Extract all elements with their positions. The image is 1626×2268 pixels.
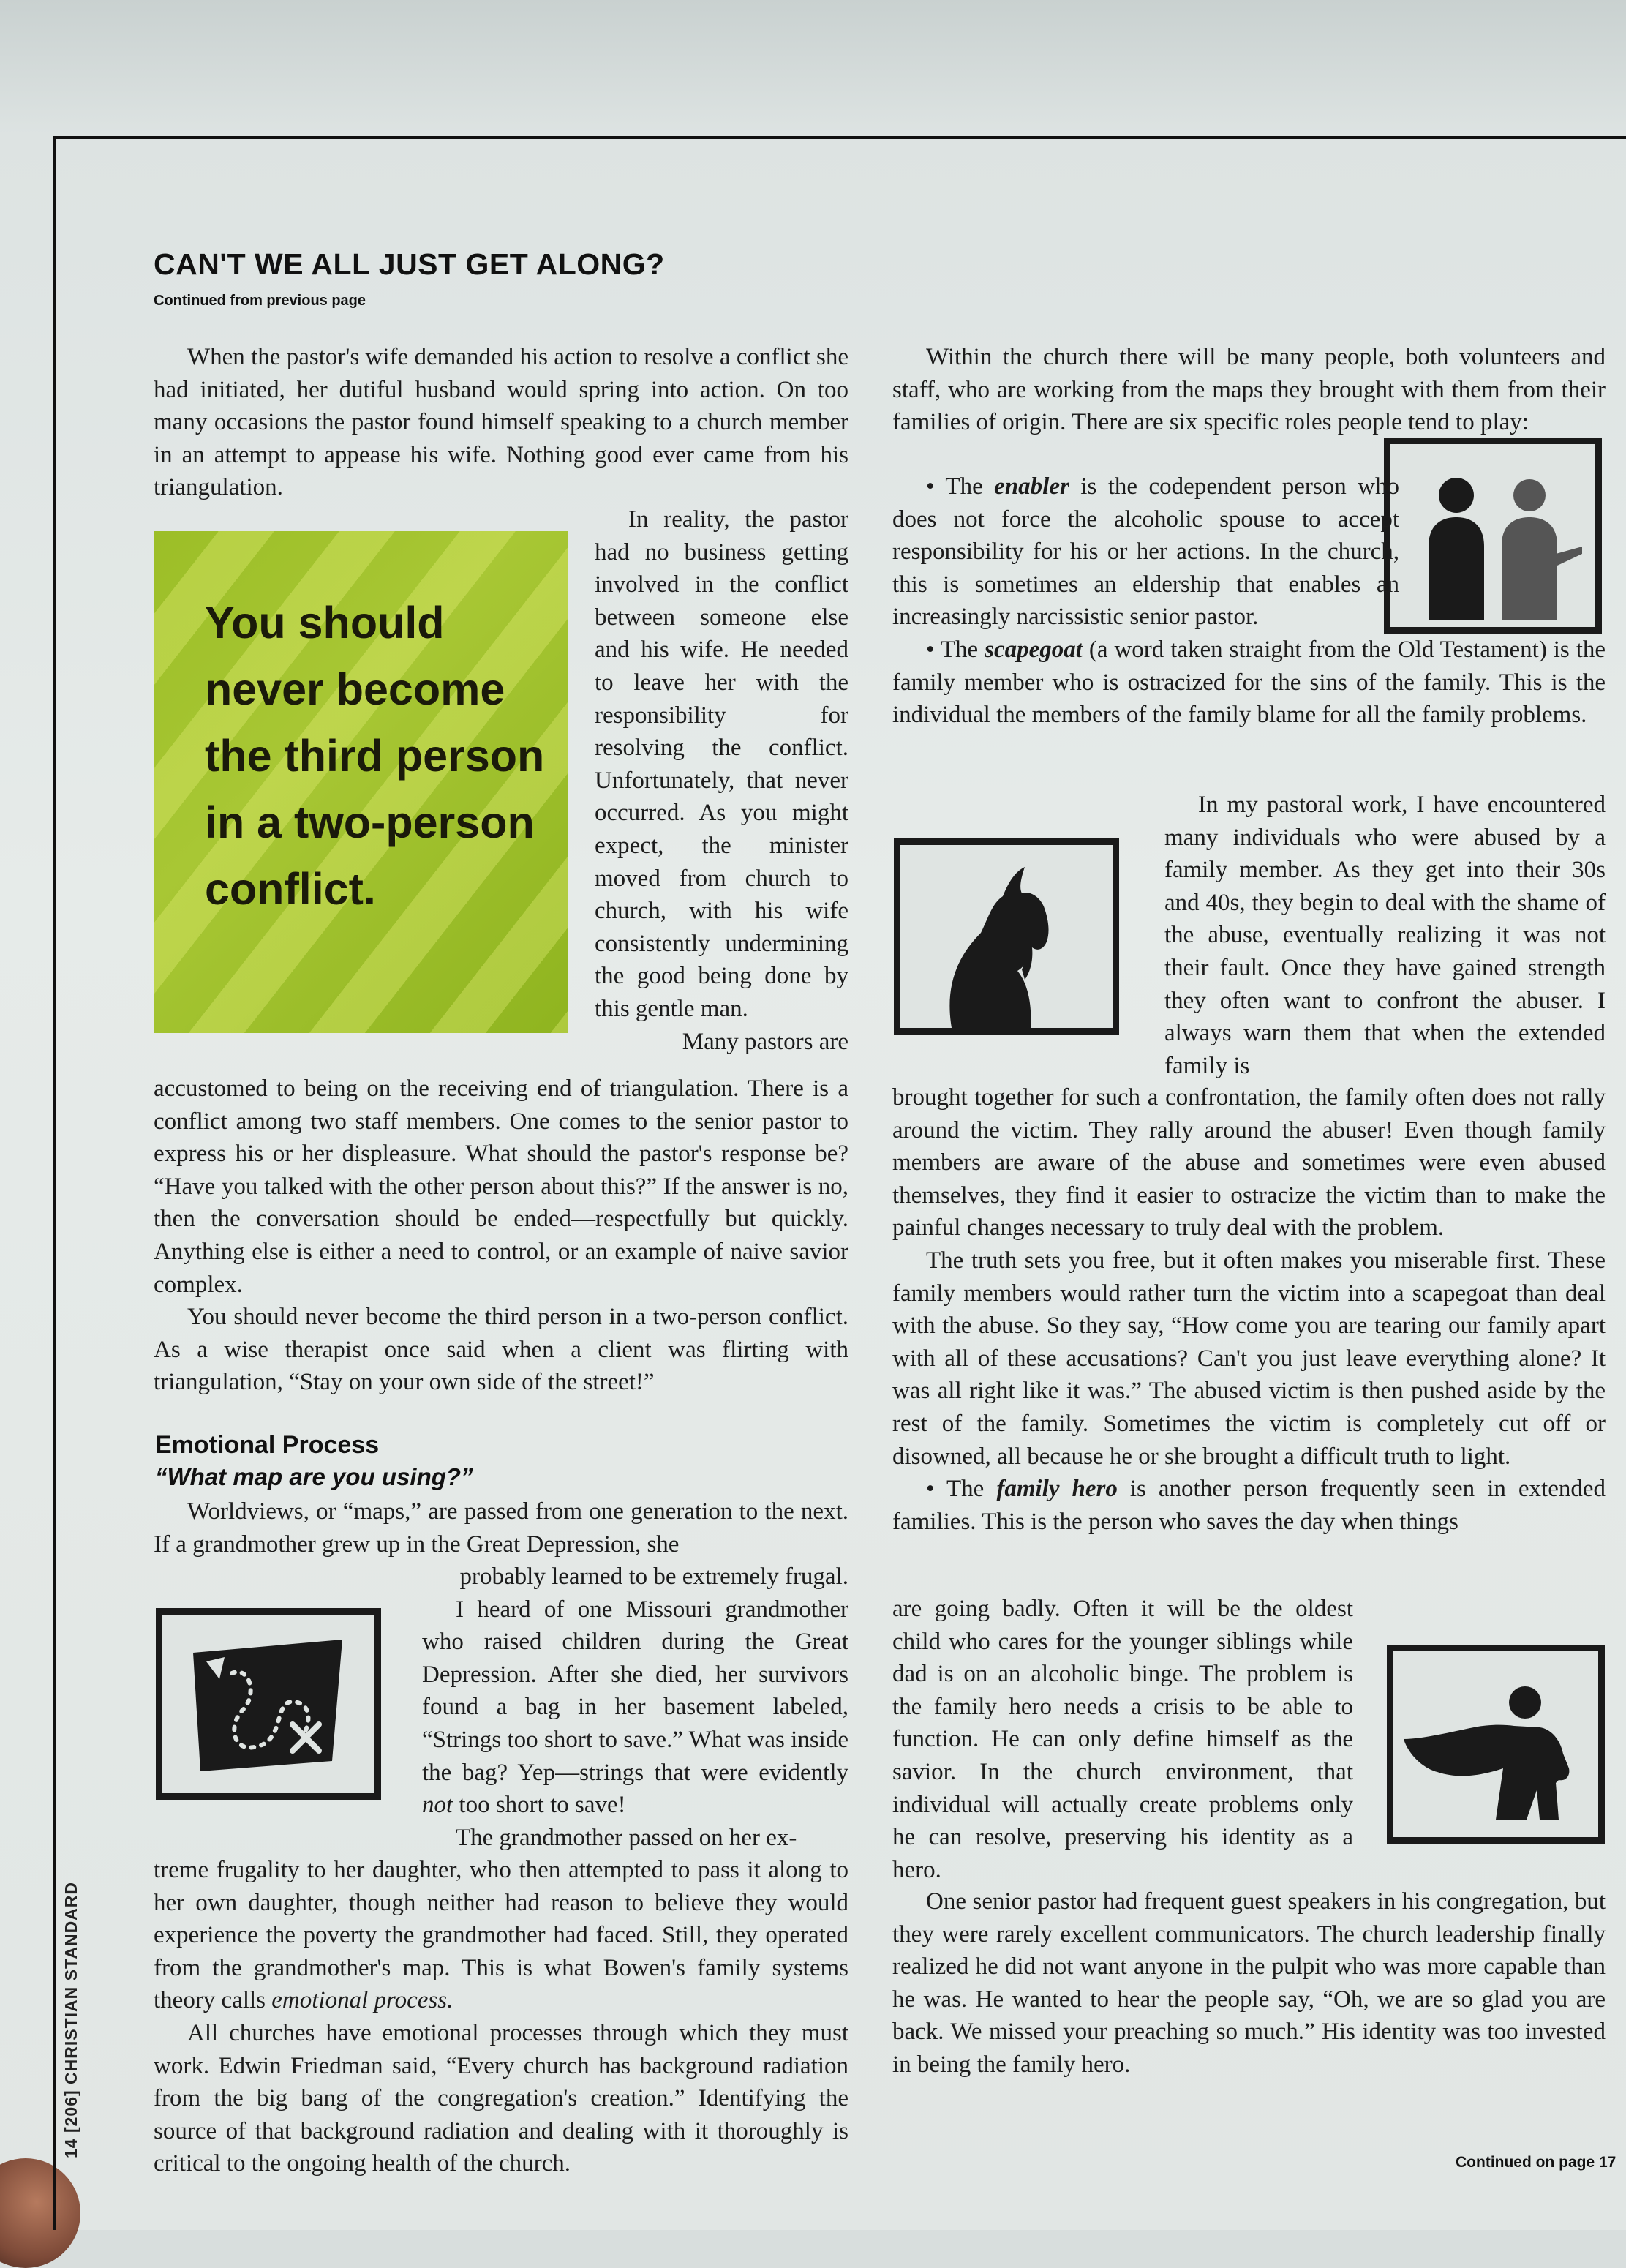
list-item-enabler	[892, 470, 1399, 634]
paragraph-end: probably learned to be extremely frugal.	[459, 1563, 848, 1590]
paragraph-text: is the codependent person who does not force the alcoholic spouse to accept responsibility for his or her actions. In the church, this is sometimes an eldership that enables an increasingly narcissistic senior pastor.	[892, 473, 1399, 631]
paragraph: In reality, the pastor had no business getting involved in the conflict between someone else and his wife. He needed to leave her with the responsibility for resolving the conflict. Unfortunately, that never occurred. As you might expect, the minister moved from church to church, with his wife consistently undermining the good being done by this gentle man.	[595, 506, 848, 1022]
continued-from-label: Continued from previous page	[154, 293, 366, 309]
paragraph-start: The grandmother passed on her ex-	[456, 1824, 797, 1851]
paragraph: are going badly. Often it will be the oldest child who cares for the younger siblings while dad is on an alcoholic binge. The problem is the family hero needs a crisis to be able to function. He can only define himself as the savior. In the church environment, that individual will actually create problems only he can resolve, preserving his identity as a hero.	[892, 1596, 1353, 1883]
section-heading: Emotional Process	[155, 1431, 380, 1459]
paragraph: brought together for such a confrontation, the family often does not rally around the victim. They rally around the abuser! Even though family members are aware of the abuse and sometimes were even abused themselves, they find it easier to ostracize the victim than to make the painful changes necessary to truly deal with the problem.	[892, 1084, 1606, 1242]
paragraph: One senior pastor had frequent guest speakers in his congregation, but they were rarely excellent communicators. The church leadership finally realized he did not want anyone in the pulpit who was more capable than he was. He wanted to hear the people say, “Oh, we are so glad you are back. We missed your preaching so much.” His identity was too invested in being the family hero.	[892, 1888, 1606, 2078]
scapegoat-icon-frame	[894, 838, 1119, 1035]
treasure-map-icon	[162, 1615, 374, 1793]
left-border-rule	[53, 136, 56, 2230]
right-column-hero-wrap	[892, 1593, 1353, 1886]
continued-to-label: Continued on page 17	[1456, 2154, 1616, 2171]
right-column-intro	[892, 341, 1606, 439]
hero-icon-frame	[1387, 1645, 1605, 1844]
paragraph-start: Many pastors are	[682, 1028, 848, 1055]
term-family-hero: family hero	[996, 1476, 1118, 1503]
term-scapegoat: scapegoat	[985, 636, 1083, 663]
paragraph-text: treme frugality to her daughter, who then attempted to pass it along to her own daughter, though neither had reason to believe they would experience the poverty the grandmother had faced. Still, they operated from the grandmother's map. This is what Bowen's family systems theory calls	[154, 1857, 848, 2014]
article-title: CAN'T WE ALL JUST GET ALONG?	[154, 247, 665, 281]
paragraph-text: too short to save!	[459, 1792, 626, 1819]
top-border-rule	[53, 136, 1626, 139]
section-subheading: “What map are you using?”	[155, 1463, 473, 1490]
emphasis: emotional process.	[271, 1987, 453, 2014]
left-column-bottom	[154, 1854, 848, 2180]
paragraph-text: I heard of one Missouri grandmother who raised children during the Great Depression. After she died, her survivors found a bag in her basement labeled, “Strings too short to save.” What was inside the bag? Yep—strings that were evidently	[422, 1596, 848, 1786]
bullet-marker: • The	[926, 473, 983, 500]
term-enabler: enabler	[994, 473, 1069, 500]
left-column-maps-intro	[154, 1495, 848, 1561]
pull-quote-text: You should never become the third person in a two-person conflict.	[205, 598, 545, 914]
paragraph	[154, 1854, 848, 2017]
paragraph: Worldviews, or “maps,” are passed from one generation to the next. If a grandmother grew up in the Great Depression, she	[154, 1498, 848, 1558]
paragraph-text: is another person frequently seen in extended families. This is the person who saves the day when things	[892, 1476, 1606, 1535]
list-item-hero	[892, 1473, 1606, 1538]
paragraph: All churches have emotional processes through which they must work. Edwin Friedman said, “Every church has background radiation from the big bang of the congregation's creation.” Identifying the source of that background radiation and dealing with it thoroughly is critical to the ongoing health of the church.	[154, 2019, 848, 2177]
right-column-enabler	[892, 470, 1606, 732]
emphasis: not	[422, 1792, 453, 1819]
paragraph: You should never become the third person in a two-person conflict. As a wise therapist once said when a client was flirting with triangulation, “Stay on your own side of the street!”	[154, 1304, 848, 1396]
paragraph: The truth sets you free, but it often makes you miserable first. These family members would rather turn the victim into a scapegoat than deal with the abuse. So they say, “How come you are tearing our family apart with all of these accusations? Can't you just leave everything alone? It was all right like it was.” The abused victim is then pushed aside by the rest of the family. Sometimes the victim is completely cut off or disowned, all because he or she brought a difficult truth to light.	[892, 1247, 1606, 1470]
hero-icon	[1393, 1651, 1598, 1837]
paragraph-text: (a word taken straight from the Old Testament) is the family member who is ostracized for the sins of the family. This is the individual the members of the family blame for all the family problems.	[892, 636, 1606, 729]
paragraph: Within the church there will be many people, both volunteers and staff, who are working from the maps they brought with them from their families of origin. There are six specific roles people tend to play:	[892, 344, 1606, 436]
right-column-abuse-wrap	[1164, 789, 1606, 1082]
left-column-map-wrap	[422, 1561, 848, 1854]
bullet-marker: • The	[926, 636, 979, 663]
paragraph	[422, 1593, 848, 1822]
left-column-intro	[154, 341, 848, 504]
goat-icon	[900, 845, 1113, 1028]
pull-quote-box	[154, 531, 568, 1033]
page-folio: 14 [206] CHRISTIAN STANDARD	[61, 1881, 80, 2158]
bullet-marker: • The	[926, 1476, 985, 1503]
map-icon-frame	[156, 1608, 381, 1800]
left-column-body	[154, 1073, 848, 1399]
list-item-scapegoat	[892, 634, 1606, 732]
right-column-bottom	[892, 1885, 1606, 2081]
left-column-wrap-text	[595, 503, 848, 1058]
right-column-body	[892, 1081, 1606, 1538]
paragraph: In my pastoral work, I have encountered many individuals who were abused by a family member. As they get into their 30s and 40s, they begin to deal with the shame of the abuse, eventually realizing it was not their fault. Once they have gained strength they often want to confront the abuser. I always warn them that when the extended family is	[1164, 792, 1606, 1079]
paragraph: accustomed to being on the receiving end of triangulation. There is a conflict among two staff members. One comes to the senior pastor to express his or her displeasure. What should the pastor's response be? “Have you talked with the other person about this?” If the answer is no, then the conversation should be ended—respectfully but quickly. Anything else is either a need to control, or an example of naive savior complex.	[154, 1075, 848, 1298]
paragraph: When the pastor's wife demanded his action to resolve a conflict she had initiated, her dutiful husband would spring into action. On too many occasions the pastor found himself speaking to a church member in an attempt to appease his wife. Nothing good ever came from his triangulation.	[154, 344, 848, 501]
